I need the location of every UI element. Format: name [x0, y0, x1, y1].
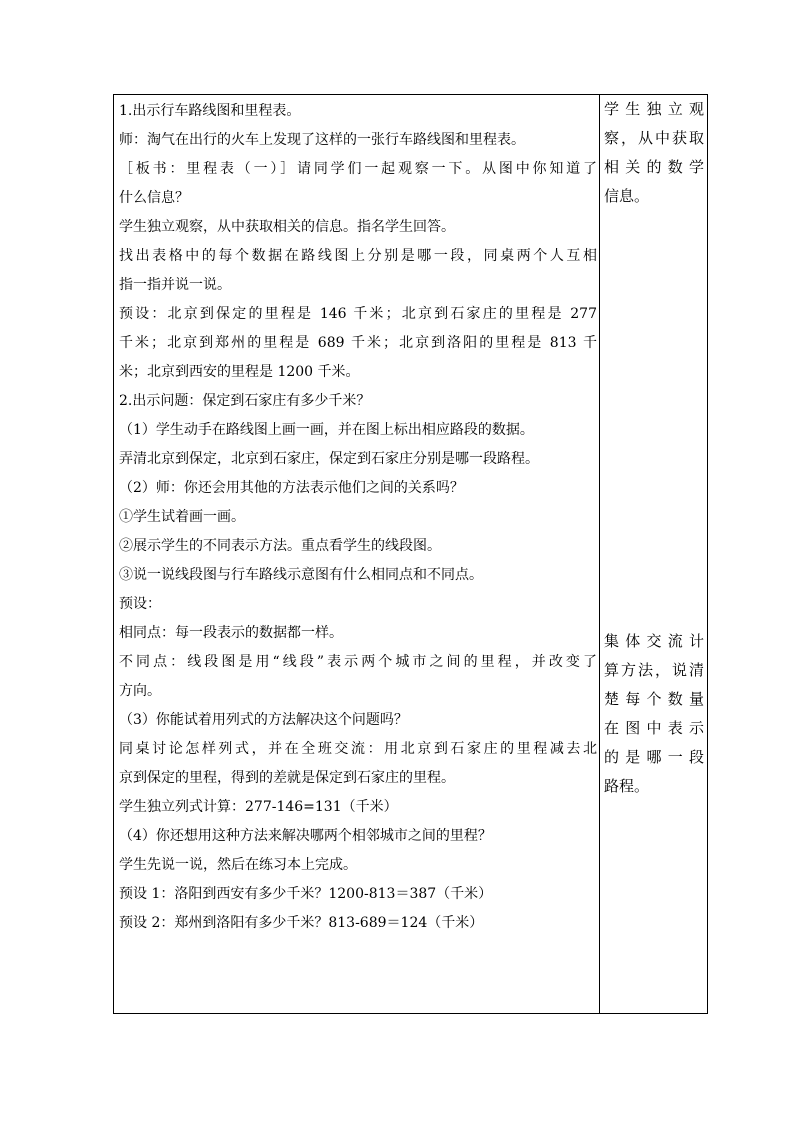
text-line: 米；北京到西安的里程是 1200 千米。 [119, 364, 360, 380]
note-cell-2 [604, 627, 704, 801]
lesson-table [113, 94, 708, 1014]
text-line: （3）你能试着用列式的方法解决这个问题吗？ [119, 712, 408, 728]
text-line: 指一指并说一说。 [119, 277, 231, 293]
note-cell-1 [604, 95, 704, 211]
text-line: ②展示学生的不同表示方法。重点看学生的线段图。 [119, 538, 441, 554]
text-line: ③说一说线段图与行车路线示意图有什么相同点和不同点。 [119, 567, 483, 583]
text-line: 千米；北京到郑州的里程是 689 千米；北京到洛阳的里程是 813 千 [119, 335, 597, 351]
process-column [119, 97, 597, 938]
text-line: 学生独立列式计算：277-146=131（千米） [119, 799, 398, 815]
text-line: （4）你还想用这种方法来解决哪两个相邻城市之间的里程？ [119, 828, 492, 844]
text-line: 什么信息？ [119, 190, 189, 206]
text-line: 方向。 [119, 683, 161, 699]
text-line: 预设 1：洛阳到西安有多少千米？1200-813＝387（千米） [119, 886, 493, 902]
note-line: 相关的数学 [604, 158, 704, 176]
text-line: 不同点：线段图是用“线段”表示两个城市之间的里程，并改变了 [119, 654, 597, 670]
text-line: 1.出示行车路线图和里程表。 [119, 103, 301, 119]
text-line: 学生独立观察，从中获取相关的信息。指名学生回答。 [119, 219, 455, 235]
text-line: （1）学生动手在路线图上画一画，并在图上标出相应路段的数据。 [119, 422, 534, 438]
text-line: 学生先说一说，然后在练习本上完成。 [119, 857, 357, 873]
note-line: 集体交流计 [604, 632, 704, 650]
note-line: 路程。 [604, 777, 650, 795]
text-line: 预设 2：郑州到洛阳有多少千米？813-689＝124（千米） [119, 915, 484, 931]
text-line: 预设：北京到保定的里程是 146 千米；北京到石家庄的里程是 277 [119, 306, 597, 322]
text-line: （2）师：你还会用其他的方法表示他们之间的关系吗？ [119, 480, 464, 496]
text-line: ①学生试着画一画。 [119, 509, 245, 525]
text-line: 预设： [119, 596, 161, 612]
note-line: 学生独立观 [604, 100, 704, 118]
text-line: 找出表格中的每个数据在路线图上分别是哪一段，同桌两个人互相 [119, 248, 597, 264]
text-line: 师：淘气在出行的火车上发现了这样的一张行车路线图和里程表。 [119, 132, 525, 148]
column-divider [599, 95, 600, 1013]
text-line: 相同点：每一段表示的数据都一样。 [119, 625, 343, 641]
note-line: 楚每个数量 [604, 690, 704, 708]
note-line: 在图中表示 [604, 719, 704, 737]
note-line: 信息。 [604, 187, 650, 205]
text-line: 京到保定的里程，得到的差就是保定到石家庄的里程。 [119, 770, 455, 786]
text-line: 弄清北京到保定，北京到石家庄，保定到石家庄分别是哪一段路程。 [119, 451, 539, 467]
note-line: 的是哪一段 [604, 748, 704, 766]
text-line: ［板书：里程表（一）］请同学们一起观察一下。从图中你知道了 [119, 161, 597, 177]
note-line: 察，从中获取 [604, 129, 704, 147]
text-line: 同桌讨论怎样列式，并在全班交流：用北京到石家庄的里程减去北 [119, 741, 597, 757]
text-line: 2.出示问题：保定到石家庄有多少千米？ [119, 393, 371, 409]
note-line: 算方法，说清 [604, 661, 704, 679]
